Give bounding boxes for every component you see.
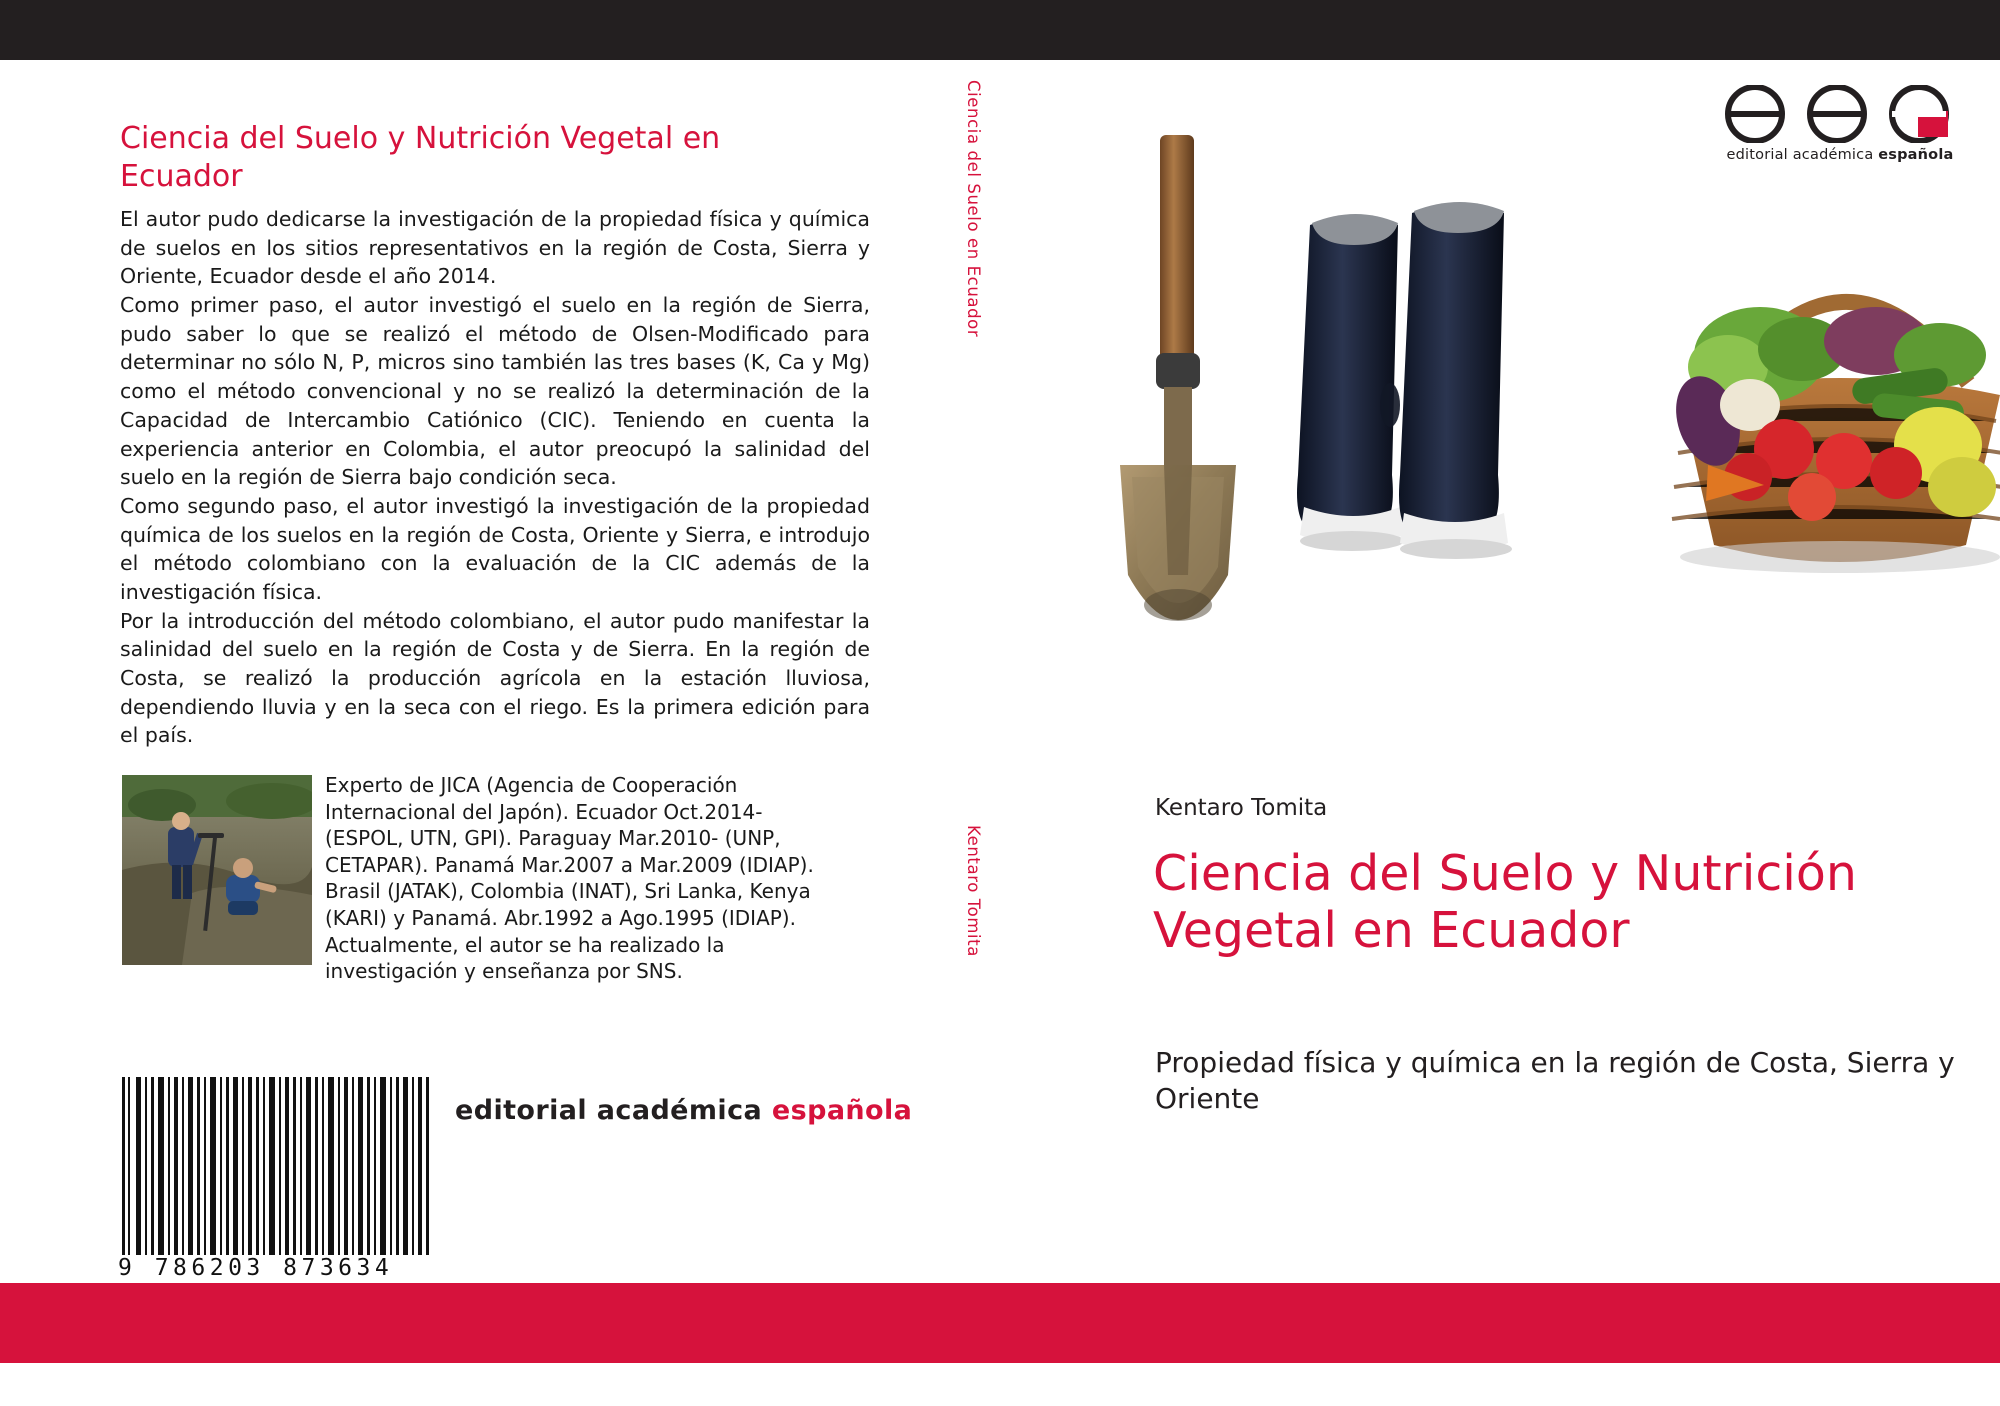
logo-text-part2: española: [1878, 147, 1954, 163]
spine-panel: [965, 60, 1050, 1283]
spine-author: Kentaro Tomita: [964, 825, 983, 957]
bottom-white-margin: [0, 1363, 2000, 1406]
back-paragraph-4: Por la introducción del método colombiano, el autor pudo manifestar la salinidad del suelo en la región de Costa y de Sierra. En la región de Costa, se realizó la producción agrícola en la estación lluviosa, dependiendo lluvia y en la seca con el riego. Es la primera edición para el país.: [120, 608, 870, 748]
publisher-imprint-part2: española: [771, 1095, 913, 1126]
back-cover-title: Ciencia del Suelo y Nutrición Vegetal en Ecuador: [120, 121, 721, 195]
back-paragraph-1: El autor pudo dedicarse la investigación de la propiedad física y química de suelos en los sitios representativos en la región de Costa, Sierra y Oriente, Ecuador desde el año 2014.: [120, 207, 870, 289]
back-cover-description: [120, 205, 870, 750]
top-band: [0, 0, 2000, 60]
rubber-boots-illustration: [1297, 202, 1512, 559]
spine-title: Ciencia del Suelo en Ecuador: [964, 80, 983, 338]
publisher-imprint: [455, 1095, 912, 1126]
front-cover-author: Kentaro Tomita: [1155, 795, 1328, 821]
author-photo: [122, 775, 312, 965]
author-biography: Experto de JICA (Agencia de Cooperación Internacional del Japón). Ecuador Oct.2014-(ESPOL, UTN, GPI). Paraguay Mar.2010- (UNP, CETAPAR). Panamá Mar.2007 a Mar.2009 (IDIAP). Brasil (JATAK), Colombia (INAT), Sri Lanka, Kenya (KARI) y Panamá. Abr.1992 a Ago.1995 (IDIAP). Actualmente, el autor se ha realizado la investigación y enseñanza por SNS.: [325, 773, 814, 984]
front-cover-title: Ciencia del Suelo y Nutrición Vegetal en Ecuador: [1153, 845, 1857, 960]
cover-photo: [1060, 105, 2000, 745]
front-cover-subtitle: Propiedad física y química en la región de Costa, Sierra y Oriente: [1155, 1046, 1955, 1116]
bottom-band: [0, 1283, 2000, 1363]
barcode: [118, 1077, 433, 1307]
logo-text-part1: editorial académica: [1726, 147, 1879, 163]
back-paragraph-3: Como segundo paso, el autor investigó la investigación de la propiedad química de los suelos en la región de Costa, Oriente y Sierra, e introdujo el método colombiano con la evaluación de la CIC además de la investigación física.: [120, 493, 870, 604]
publisher-imprint-part1: editorial académica: [455, 1095, 772, 1126]
barcode-bars: [118, 1077, 433, 1255]
back-paragraph-2: Como primer paso, el autor investigó el suelo en la región de Sierra, pudo saber lo que se realizó el método de Olsen-Modificado para determinar no sólo N, P, micros sino también las tres bases (K, Ca y Mg) como el método convencional y no se realizó la determinación de la Capacidad de Intercambio Catiónico (CIC). Teniendo en cuenta la experiencia anterior en Colombia, el autor preocupó la salinidad del suelo en la región de Sierra bajo condición seca.: [120, 293, 870, 490]
barcode-number: 9 786203 873634: [118, 1255, 394, 1281]
shovel-illustration: [1120, 135, 1236, 621]
vegetable-basket-illustration: [1665, 302, 2000, 573]
back-cover-panel: [0, 60, 965, 1283]
front-cover-panel: [1050, 60, 2000, 1283]
